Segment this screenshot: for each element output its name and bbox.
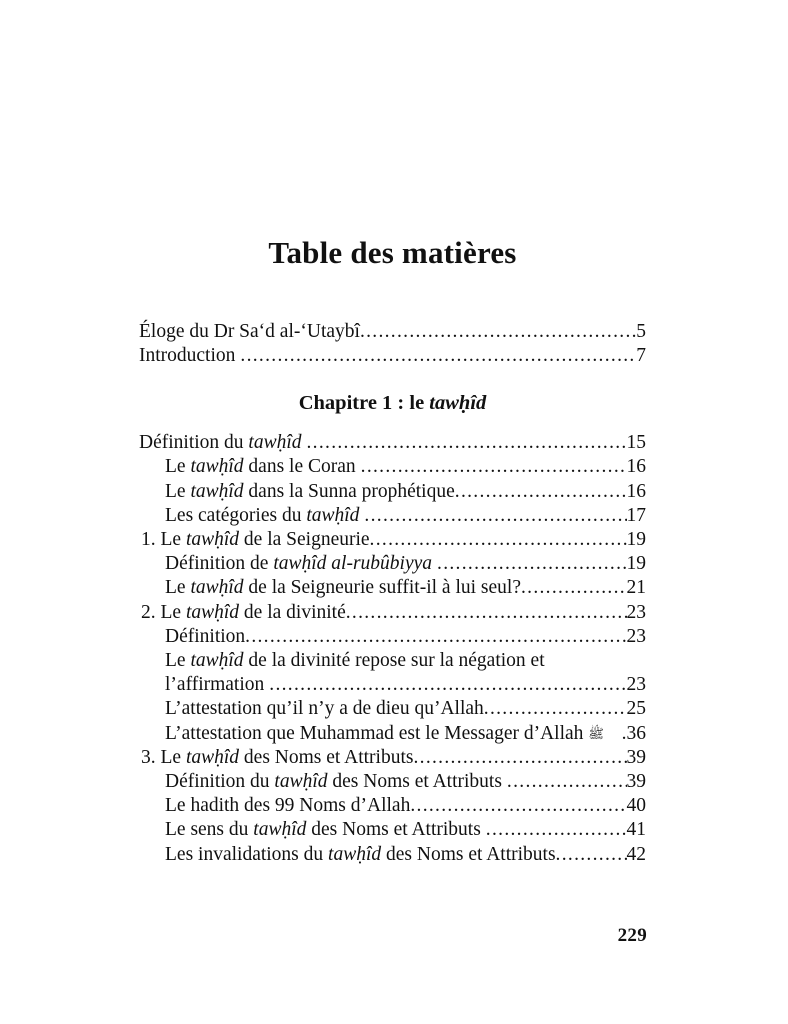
front-matter-list: [139, 320, 646, 368]
dot-leader: [484, 697, 627, 721]
toc-page-number: 23: [626, 674, 646, 696]
toc-entry-term: tawḥîd: [190, 649, 244, 671]
toc-entry-label: Définition du tawḥîd des Noms et Attributs: [165, 770, 502, 792]
toc-entry-label: Le tawḥîd dans le Coran: [165, 456, 356, 478]
toc-entry[interactable]: [139, 722, 646, 746]
toc-entry-term: tawḥîd: [190, 577, 244, 599]
toc-entry[interactable]: [139, 431, 646, 455]
toc-page-number: 42: [626, 843, 646, 865]
chapter-heading-text: Chapitre 1 : le: [298, 391, 430, 414]
dot-leader: [455, 480, 627, 504]
toc-entry-label: Le tawḥîd de la Seigneurie suffit-il à lui seul?: [165, 577, 521, 599]
toc-page-number: 41: [626, 819, 646, 841]
toc-page-number: 16: [626, 480, 646, 502]
toc-entry-term: tawḥîd: [328, 843, 382, 865]
toc-entry[interactable]: [139, 344, 646, 368]
dot-leader: [235, 344, 636, 368]
toc-entry-label: Le hadith des 99 Noms d’Allah: [165, 795, 411, 817]
dot-leader: [370, 528, 627, 552]
toc-entry-label: Introduction: [139, 345, 236, 367]
dot-leader: [359, 504, 626, 528]
toc-entry[interactable]: [139, 528, 646, 552]
toc-entry[interactable]: [139, 770, 646, 794]
toc-entry-term: tawḥîd al-rubûbiyya: [273, 553, 433, 575]
toc-page-number: 17: [626, 504, 646, 526]
toc-page-number: 7: [636, 345, 646, 367]
dot-leader: [481, 818, 627, 842]
toc-page-number: 19: [626, 528, 646, 550]
toc-entry-label: Le sens du tawḥîd des Noms et Attributs: [165, 819, 481, 841]
toc-page-number: 23: [626, 625, 646, 647]
dot-leader: [521, 576, 627, 600]
toc-entry-label: L’attestation que Muhammad est le Messager d’Allah ﷺ: [165, 722, 605, 744]
dot-leader: [360, 320, 636, 344]
toc-entry[interactable]: [139, 746, 646, 770]
toc-entry[interactable]: [139, 843, 646, 867]
toc-entry[interactable]: [139, 697, 646, 721]
dot-leader: [556, 843, 627, 867]
toc-entry-label: Les catégories du tawḥîd: [165, 504, 360, 526]
chapter-heading: [139, 391, 646, 416]
toc-page-number: 5: [636, 321, 646, 343]
toc-entry[interactable]: [139, 625, 646, 649]
toc-entry[interactable]: [139, 480, 646, 504]
honorific-icon: ﷺ: [588, 726, 605, 742]
toc-entry[interactable]: [139, 794, 646, 818]
dot-leader: [346, 601, 627, 625]
toc-entry-label: Les invalidations du tawḥîd des Noms et Attributs: [165, 843, 556, 865]
toc-page-number: 19: [626, 553, 646, 575]
toc-entry-label: 2. Le tawḥîd de la divinité: [141, 601, 346, 623]
toc-entry-label: Le tawḥîd dans la Sunna prophétique: [165, 480, 455, 502]
toc-entry[interactable]: [139, 601, 646, 625]
toc-entry-label: Éloge du Dr Saʻd al-ʻUtaybî: [139, 321, 360, 343]
dot-leader: [410, 794, 626, 818]
dot-leader: [245, 625, 626, 649]
toc-entry[interactable]: [139, 576, 646, 600]
toc-entry-term: tawḥîd: [306, 504, 360, 526]
toc-page-number: 40: [626, 795, 646, 817]
dot-leader: [432, 552, 626, 576]
toc-entry-term: tawḥîd: [253, 819, 307, 841]
toc-entry-label: Le tawḥîd de la divinité repose sur la négation et: [165, 649, 545, 671]
toc-entry[interactable]: [139, 552, 646, 576]
toc-page-number: 39: [626, 770, 646, 792]
toc-entry-wrapped-line[interactable]: [139, 649, 646, 673]
toc-entry[interactable]: [139, 504, 646, 528]
toc-entry-label: 1. Le tawḥîd de la Seigneurie: [141, 528, 370, 550]
toc-page-number: 25: [626, 698, 646, 720]
toc-entry-label: Définition de tawḥîd al-rubûbiyya: [165, 553, 433, 575]
toc-entry[interactable]: [139, 673, 646, 697]
dot-leader: [264, 673, 626, 697]
toc-entry-label: Définition: [165, 625, 246, 647]
toc-entry-term: tawḥîd: [248, 432, 302, 454]
toc-entry[interactable]: [139, 818, 646, 842]
toc-entry-term: tawḥîd: [185, 601, 240, 623]
chapter-heading-term: tawḥîd: [429, 391, 487, 414]
toc-page-number: .36: [621, 722, 646, 744]
toc-entry-list: [139, 431, 646, 867]
toc-page-number: 21: [626, 577, 646, 599]
toc-entry-label: L’attestation qu’il n’y a de dieu qu’Allah: [165, 698, 484, 720]
toc-entry-term: tawḥîd: [190, 456, 244, 478]
toc-page-number: 39: [626, 746, 646, 768]
toc-entry-label: l’affirmation: [165, 674, 265, 696]
folio-page-number: 229: [617, 925, 647, 946]
dot-leader: [356, 455, 627, 479]
page-title: Table des matières: [268, 235, 517, 270]
toc-entry-term: tawḥîd: [274, 770, 328, 792]
toc-page-number: 16: [626, 456, 646, 478]
toc-page-number: 23: [626, 601, 646, 623]
toc-entry-term: tawḥîd: [190, 480, 244, 502]
dot-leader: [302, 431, 627, 455]
dot-leader: [413, 746, 626, 770]
toc-entry[interactable]: [139, 455, 646, 479]
toc-page-number: 15: [626, 432, 646, 454]
toc-entry-term: tawḥîd: [185, 528, 240, 550]
dot-leader: [502, 770, 627, 794]
toc-entry-label: Définition du tawḥîd: [139, 432, 302, 454]
toc-entry-label: 3. Le tawḥîd des Noms et Attributs: [141, 746, 414, 768]
toc-content: [139, 236, 646, 867]
toc-entry[interactable]: [139, 320, 646, 344]
toc-entry-term: tawḥîd: [185, 746, 240, 768]
